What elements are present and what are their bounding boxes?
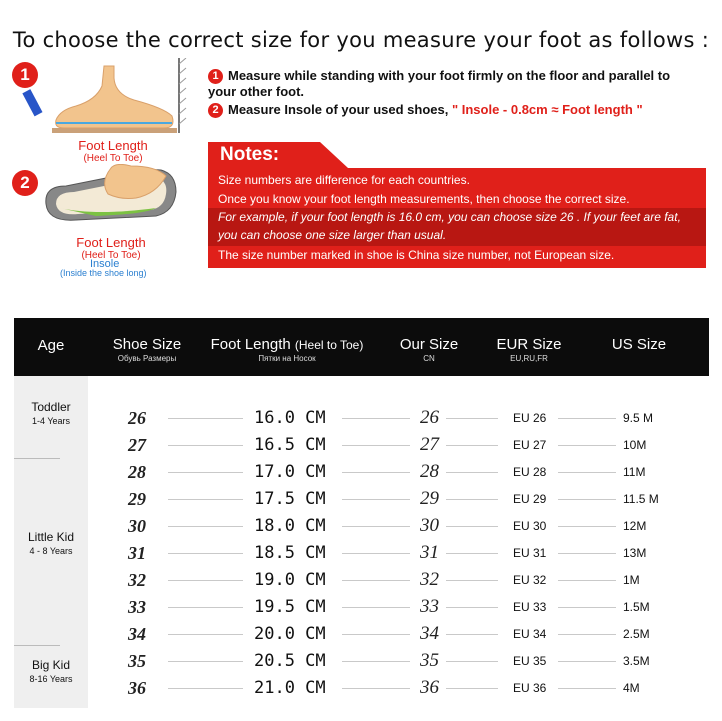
shoe-size-cell: 31	[128, 543, 146, 563]
shoe-size-cell: 30	[128, 516, 146, 536]
our-size-cell: 26	[420, 407, 439, 428]
instruction-2-text: Measure Insole of your used shoes,	[228, 102, 449, 117]
our-size-cell: 28	[420, 461, 439, 482]
shoe-insole-illustration	[36, 164, 186, 234]
table-row	[88, 431, 709, 458]
row-divider	[342, 607, 410, 608]
header-age-label: Age	[37, 337, 65, 354]
row-divider	[446, 688, 498, 689]
age-group-little-kid-name: Little Kid	[27, 530, 75, 544]
header-our-size-label: Our Size	[399, 336, 459, 353]
instruction-2	[208, 102, 708, 118]
row-divider	[342, 499, 410, 500]
row-divider	[342, 472, 410, 473]
eur-size-cell: EU 32	[513, 573, 547, 587]
eur-size-cell: EU 33	[513, 600, 547, 614]
row-divider	[168, 661, 243, 662]
note-line-5: The size number marked in shoe is China size number, not European size.	[218, 248, 615, 262]
row-divider	[168, 526, 243, 527]
foot-measure-illustration	[14, 58, 194, 138]
header-eur-size	[484, 318, 574, 376]
row-divider	[168, 607, 243, 608]
header-our-size	[384, 318, 474, 376]
row-divider	[342, 418, 410, 419]
foot-length-cell: 20.0 CM	[254, 624, 326, 644]
us-size-cell: 4M	[623, 681, 640, 695]
our-size-cell: 33	[420, 596, 439, 617]
foot-length-cell: 19.0 CM	[254, 570, 326, 590]
table-row	[88, 458, 709, 485]
shoe-size-cell: 34	[128, 624, 146, 644]
foot-length-cell: 17.0 CM	[254, 462, 326, 482]
us-size-cell: 12M	[623, 519, 647, 533]
header-age	[14, 318, 88, 376]
table-row	[88, 593, 709, 620]
eur-size-cell: EU 35	[513, 654, 547, 668]
row-divider	[168, 445, 243, 446]
header-foot-length-main: Foot Length	[210, 336, 291, 353]
foot-length-cell: 18.0 CM	[254, 516, 326, 536]
age-group-toddler-range: 1-4 Years	[31, 416, 71, 426]
age-group-toddler	[14, 400, 88, 426]
us-size-cell: 13M	[623, 546, 647, 560]
row-divider	[558, 688, 616, 689]
shoe-size-cell: 32	[128, 570, 146, 590]
insole-label: Insole	[90, 258, 120, 270]
row-divider	[558, 472, 616, 473]
foot-length-cell: 16.5 CM	[254, 435, 326, 455]
row-divider	[342, 580, 410, 581]
row-divider	[558, 661, 616, 662]
age-group-little-kid	[14, 530, 88, 556]
instruction-1	[208, 68, 698, 100]
table-row	[88, 404, 709, 431]
insole-formula: " Insole - 0.8cm ≈ Foot length "	[451, 102, 643, 117]
header-foot-length	[202, 318, 372, 376]
row-divider	[446, 634, 498, 635]
foot-length-cell: 21.0 CM	[254, 678, 326, 698]
size-table-header	[14, 318, 709, 376]
row-divider	[558, 499, 616, 500]
note-line-2: Once you know your foot length measurements, then choose the correct size.	[218, 192, 630, 206]
our-size-cell: 31	[420, 542, 439, 563]
our-size-cell: 36	[420, 677, 439, 698]
us-size-cell: 10M	[623, 438, 647, 452]
eur-size-cell: EU 26	[513, 411, 547, 425]
age-group-little-kid-range: 4 - 8 Years	[29, 546, 73, 556]
shoe-size-cell: 33	[128, 597, 146, 617]
row-divider	[168, 553, 243, 554]
header-shoe-size	[102, 318, 192, 376]
row-divider	[446, 472, 498, 473]
foot-length-cell: 19.5 CM	[254, 597, 326, 617]
foot-length-label: Foot Length	[78, 138, 148, 153]
row-divider	[342, 526, 410, 527]
eur-size-cell: EU 34	[513, 627, 547, 641]
table-row	[88, 674, 709, 701]
row-divider	[342, 661, 410, 662]
age-group-big-kid-name: Big Kid	[31, 658, 71, 672]
header-foot-length-paren: (Heel to Toe)	[294, 338, 364, 352]
table-row	[88, 485, 709, 512]
row-divider	[168, 499, 243, 500]
insole-sub-label: (Inside the shoe long)	[60, 268, 147, 278]
us-size-cell: 3.5M	[623, 654, 650, 668]
foot-length-cell: 16.0 CM	[254, 408, 326, 428]
us-size-cell: 11.5 M	[623, 492, 659, 506]
age-column	[14, 376, 88, 708]
row-divider	[558, 526, 616, 527]
header-our-size-sub: CN	[423, 354, 435, 363]
notes-heading: Notes:	[208, 142, 320, 168]
header-shoe-size-label: Shoe Size	[112, 336, 182, 353]
table-row	[88, 566, 709, 593]
shoe-heel-to-toe-label: (Heel To Toe)	[81, 250, 141, 261]
row-divider	[446, 526, 498, 527]
header-us-size	[594, 318, 684, 376]
row-divider	[446, 580, 498, 581]
foot-length-cell: 18.5 CM	[254, 543, 326, 563]
table-row	[88, 647, 709, 674]
row-divider	[168, 418, 243, 419]
eur-size-cell: EU 31	[513, 546, 547, 560]
step-1-badge: 1	[12, 62, 38, 88]
shoe-size-cell: 26	[128, 408, 146, 428]
row-divider	[342, 553, 410, 554]
us-size-cell: 9.5 M	[623, 411, 654, 425]
row-divider	[558, 553, 616, 554]
foot-length-caption	[58, 138, 168, 164]
instruction-1-number: 1	[208, 69, 223, 84]
heel-to-toe-label: (Heel To Toe)	[83, 153, 143, 164]
us-size-cell: 1M	[623, 573, 640, 587]
our-size-cell: 32	[420, 569, 439, 590]
age-group-big-kid	[14, 658, 88, 684]
table-row	[88, 539, 709, 566]
eur-size-cell: EU 30	[513, 519, 547, 533]
row-divider	[342, 445, 410, 446]
instruction-2-number: 2	[208, 103, 223, 118]
header-eur-size-label: EUR Size	[496, 336, 562, 353]
eur-size-cell: EU 28	[513, 465, 547, 479]
row-divider	[446, 607, 498, 608]
note-line-1: Size numbers are difference for each countries.	[218, 173, 470, 187]
step-2-badge: 2	[12, 170, 38, 196]
foot-length-cell: 20.5 CM	[254, 651, 326, 671]
header-shoe-size-sub: Обувь Размеры	[117, 354, 177, 363]
row-divider	[168, 634, 243, 635]
row-divider	[342, 634, 410, 635]
our-size-cell: 29	[420, 488, 439, 509]
table-row	[88, 512, 709, 539]
instruction-1-text: Measure while standing with your foot firmly on the floor and parallel to your other foot.	[208, 68, 671, 99]
our-size-cell: 27	[420, 434, 439, 455]
eur-size-cell: EU 29	[513, 492, 547, 506]
header-us-size-label: US Size	[611, 336, 667, 353]
page-title: To choose the correct size for you measure your foot as follows :	[12, 28, 710, 52]
row-divider	[446, 499, 498, 500]
header-foot-length-label	[202, 336, 372, 353]
age-group-toddler-name: Toddler	[31, 400, 71, 414]
note-line-4: you can choose one size larger than usual.	[218, 228, 447, 242]
row-divider	[446, 418, 498, 419]
row-divider	[168, 472, 243, 473]
shoe-foot-length-label: Foot Length	[76, 235, 146, 250]
age-separator	[14, 458, 60, 459]
row-divider	[342, 688, 410, 689]
table-row	[88, 620, 709, 647]
eur-size-cell: EU 36	[513, 681, 547, 695]
row-divider	[558, 445, 616, 446]
row-divider	[168, 688, 243, 689]
our-size-cell: 34	[420, 623, 439, 644]
header-foot-length-sub: Пятки на Носок	[258, 354, 316, 363]
notes-tab-shape	[320, 142, 348, 168]
shoe-size-cell: 29	[128, 489, 146, 509]
row-divider	[168, 580, 243, 581]
notes-box	[208, 168, 706, 268]
shoe-size-cell: 28	[128, 462, 146, 482]
age-group-big-kid-range: 8-16 Years	[29, 674, 73, 684]
row-divider	[558, 607, 616, 608]
shoe-size-cell: 27	[128, 435, 146, 455]
row-divider	[446, 661, 498, 662]
row-divider	[558, 634, 616, 635]
us-size-cell: 2.5M	[623, 627, 650, 641]
eur-size-cell: EU 27	[513, 438, 547, 452]
our-size-cell: 35	[420, 650, 439, 671]
row-divider	[558, 418, 616, 419]
foot-length-cell: 17.5 CM	[254, 489, 326, 509]
row-divider	[446, 553, 498, 554]
our-size-cell: 30	[420, 515, 439, 536]
note-line-3: For example, if your foot length is 16.0 cm, you can choose size 26 . If your feet are fat,	[218, 210, 681, 224]
shoe-size-cell: 36	[128, 678, 146, 698]
header-eur-size-sub: EU,RU,FR	[510, 354, 548, 363]
age-separator	[14, 645, 60, 646]
us-size-cell: 11M	[623, 465, 646, 479]
row-divider	[446, 445, 498, 446]
us-size-cell: 1.5M	[623, 600, 650, 614]
shoe-size-cell: 35	[128, 651, 146, 671]
row-divider	[558, 580, 616, 581]
